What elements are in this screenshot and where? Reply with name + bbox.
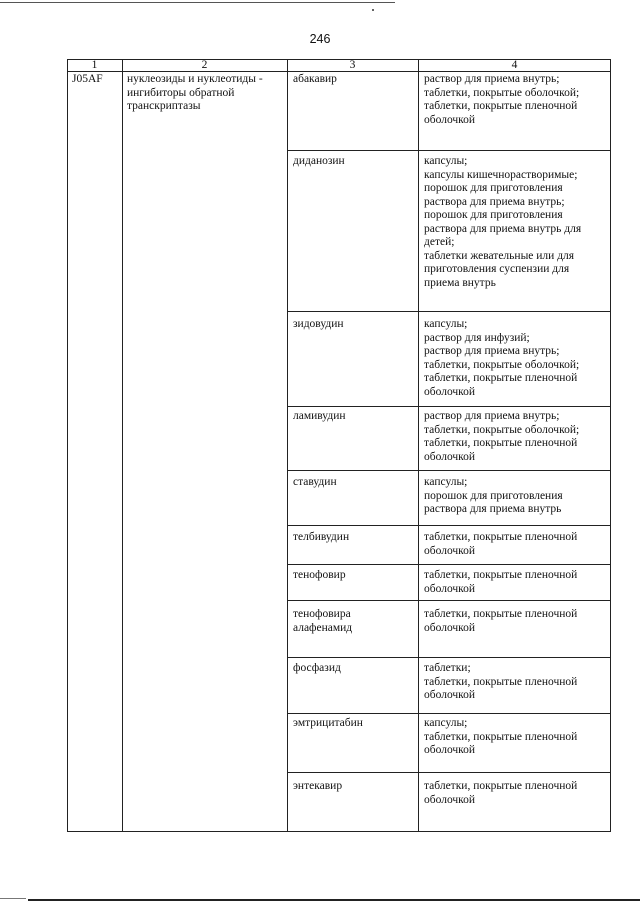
dosage-form-line: оболочкой [424,385,476,398]
dosage-form-line: капсулы; [424,155,468,167]
dosage-form-line: оболочкой [424,582,476,595]
drug-name-line: тенофовира [293,608,351,620]
dosage-form-line: таблетки, покрытые пленочной [424,372,578,384]
drug-name-line: эмтрицитабин [293,717,363,729]
dosage-form-line: раствор для инфузий; [424,331,530,344]
group-line: ингибиторы обратной [127,86,235,99]
column-header-1: 1 [67,59,122,72]
dosage-form-line: порошок для приготовления [424,209,563,221]
group-line: нуклеозиды и нуклеотиды - [127,73,263,85]
dosage-form-line: оболочкой [424,544,476,557]
dosage-form-line: оболочкой [424,744,476,756]
dosage-form-line: оболочкой [424,621,476,634]
page-number: 246 [309,32,331,46]
dosage-form-line: таблетки, покрытые оболочкой; [424,358,580,371]
column-header-4: 4 [418,59,611,72]
bottom-scan-rule [28,899,640,901]
drug-name-line: диданозин [293,155,345,167]
dosage-form-line: оболочкой [424,689,476,701]
drug-name-line: фосфазид [293,662,341,674]
bottom-scan-rule [0,898,26,899]
dosage-form-line: оболочкой [424,450,476,463]
dosage-form-line: оболочкой [424,793,476,806]
dosage-form-line: капсулы; [424,717,468,729]
dosage-form-line: капсулы; [424,318,468,330]
dosage-form-line: раствор для приема внутрь; [424,410,560,422]
drug-name-line: тенофовир [293,569,346,581]
dosage-form-line: таблетки жевательные или для [424,249,575,262]
dosage-form-line: таблетки, покрытые пленочной [424,730,578,743]
drug-table [67,59,611,832]
dosage-form-line: раствора для приема внутрь [424,503,562,515]
top-scan-rule [0,2,395,3]
dosage-form-line: детей; [424,236,455,248]
dosage-form-line: оболочкой [424,113,476,126]
dosage-form-line: приема внутрь [424,276,496,289]
dosage-form-line: раствор для приема внутрь; [424,73,560,85]
dosage-form-line: таблетки, покрытые пленочной [424,437,578,449]
scan-speck [372,9,374,11]
dosage-form-line: таблетки, покрытые пленочной [424,608,578,620]
dosage-form-line: капсулы кишечнорастворимые; [424,168,578,181]
dosage-form-line: таблетки, покрытые пленочной [424,531,578,543]
column-header-2: 2 [122,59,287,72]
drug-name-line: абакавир [293,73,337,85]
dosage-form-line: таблетки; [424,662,471,674]
table-border [67,59,611,832]
dosage-form-line: таблетки, покрытые пленочной [424,780,578,792]
dosage-form-line: таблетки, покрытые пленочной [424,569,578,581]
dosage-form-line: раствора для приема внутрь для [424,222,582,235]
dosage-form-line: таблетки, покрытые оболочкой; [424,86,580,99]
drug-name-line: ламивудин [293,410,346,422]
dosage-form-line: таблетки, покрытые пленочной [424,100,578,112]
group-line: транскриптазы [127,100,201,112]
drug-name-line: ставудин [293,476,337,488]
dosage-form-line: капсулы; [424,476,468,488]
dosage-form-line: порошок для приготовления [424,489,563,502]
drug-name-line: телбивудин [293,531,350,543]
drug-name-line: зидовудин [293,318,344,330]
dosage-form-line: таблетки, покрытые оболочкой; [424,423,580,436]
column-header-3: 3 [287,59,418,72]
dosage-form-line: раствора для приема внутрь; [424,195,565,208]
dosage-form-line: приготовления суспензии для [424,263,570,275]
dosage-form-line: таблетки, покрытые пленочной [424,675,578,688]
drug-name-line: энтекавир [293,780,343,792]
dosage-form-line: порошок для приготовления [424,182,563,194]
drug-name-line: алафенамид [293,621,353,634]
dosage-form-line: раствор для приема внутрь; [424,345,560,357]
atc-code: J05AF [72,73,103,85]
